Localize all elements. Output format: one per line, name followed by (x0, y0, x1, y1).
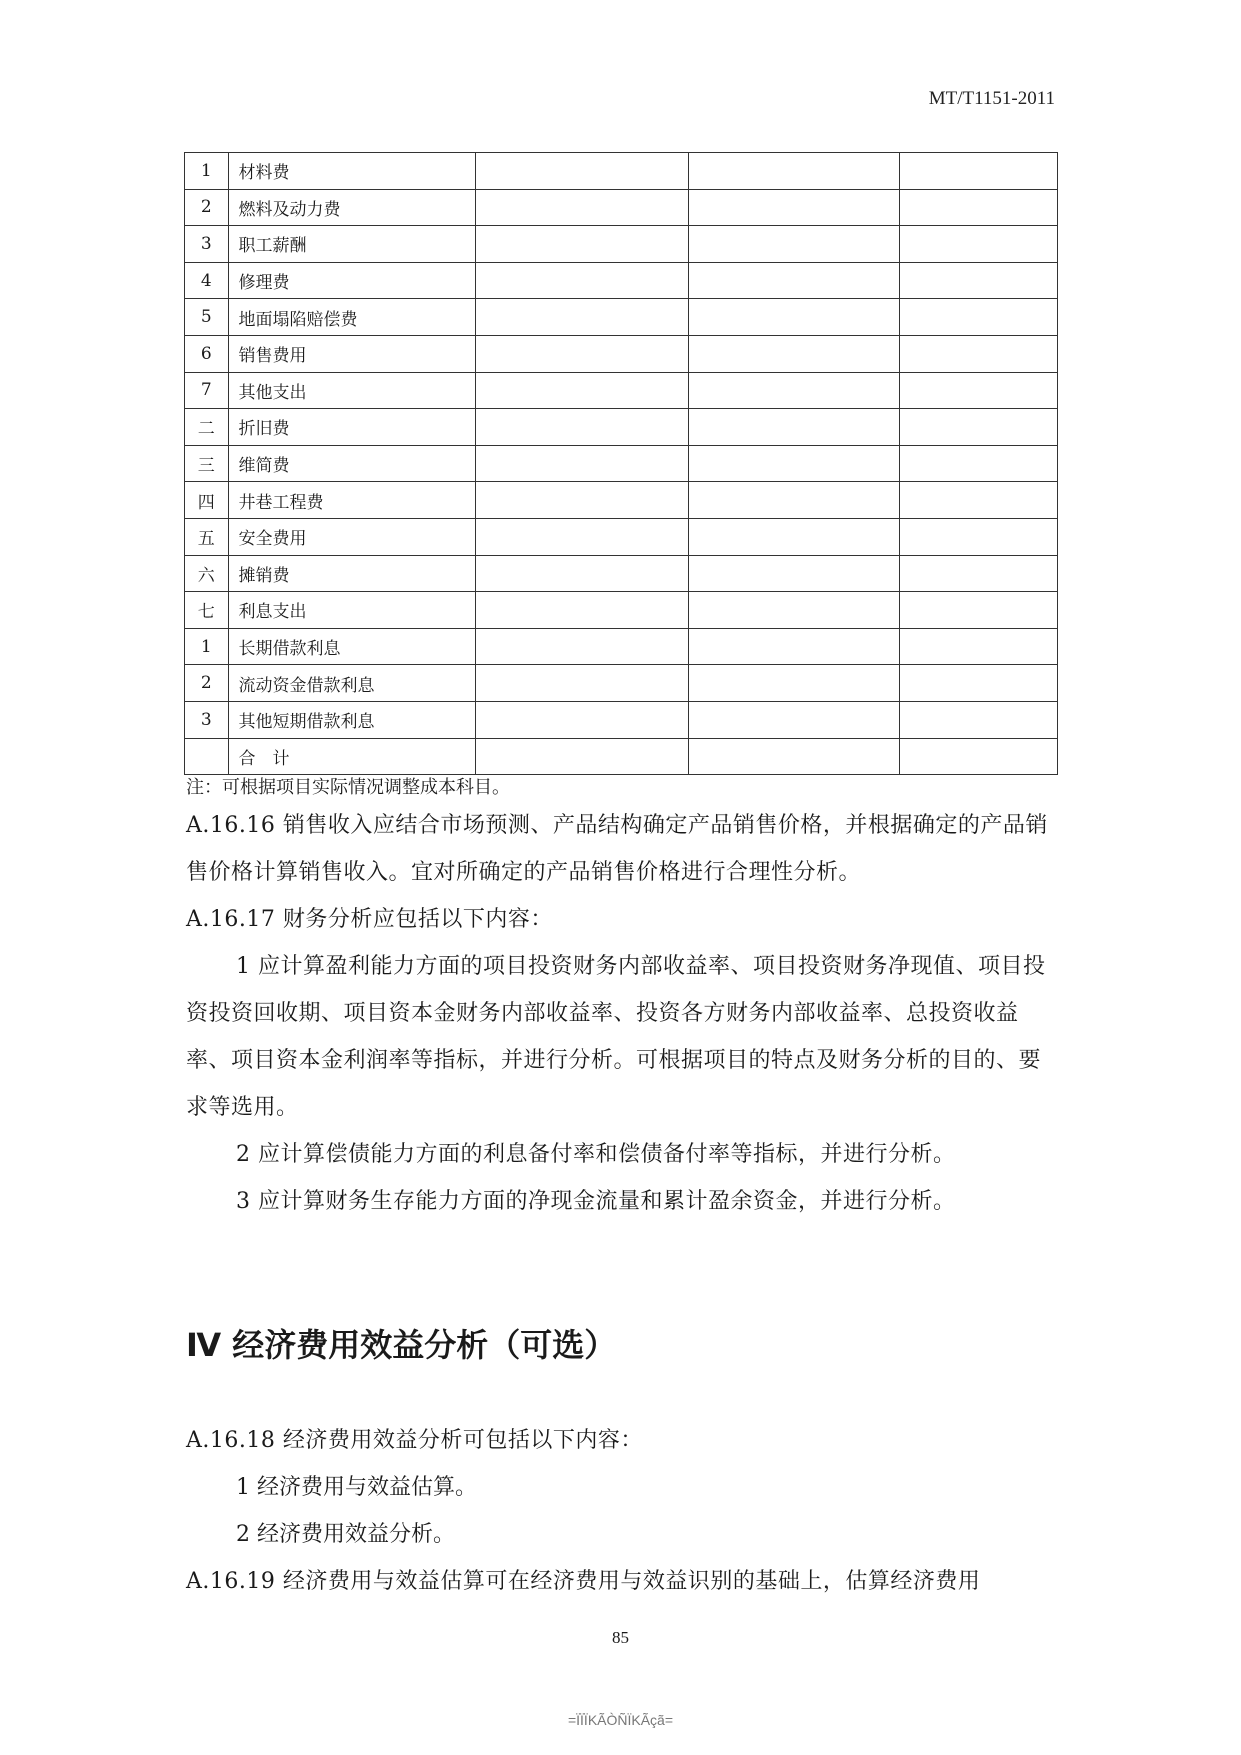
empty-value-cell (899, 226, 1057, 263)
empty-value-cell (899, 738, 1057, 775)
table-row (185, 628, 1058, 665)
row-item-name: 其他短期借款利息 (228, 701, 475, 738)
row-number: 四 (185, 482, 229, 519)
row-number: 三 (185, 445, 229, 482)
table-row (185, 665, 1058, 702)
row-item-name: 流动资金借款利息 (228, 665, 475, 702)
empty-value-cell (475, 592, 688, 629)
empty-value-cell (475, 262, 688, 299)
empty-value-cell (899, 701, 1057, 738)
empty-value-cell (899, 628, 1057, 665)
empty-value-cell (899, 555, 1057, 592)
table-row (185, 372, 1058, 409)
page-number: 85 (612, 1628, 629, 1647)
empty-value-cell (475, 555, 688, 592)
empty-value-cell (899, 445, 1057, 482)
empty-value-cell (475, 153, 688, 190)
empty-value-cell (899, 592, 1057, 629)
empty-value-cell (688, 445, 899, 482)
empty-value-cell (475, 628, 688, 665)
row-item-name: 长期借款利息 (228, 628, 475, 665)
table-row (185, 226, 1058, 263)
empty-value-cell (475, 189, 688, 226)
table-row (185, 262, 1058, 299)
empty-value-cell (688, 701, 899, 738)
row-number: 6 (185, 335, 229, 372)
empty-value-cell (475, 335, 688, 372)
row-number: 3 (185, 701, 229, 738)
row-number: 7 (185, 372, 229, 409)
row-item-name: 利息支出 (228, 592, 475, 629)
standard-code: MT/T1151-2011 (928, 88, 1055, 109)
row-number: 1 (185, 628, 229, 665)
table-row (185, 445, 1058, 482)
empty-value-cell (688, 189, 899, 226)
empty-value-cell (899, 189, 1057, 226)
row-number (185, 738, 229, 775)
empty-value-cell (688, 226, 899, 263)
row-number: 5 (185, 299, 229, 336)
row-item-name: 摊销费 (228, 555, 475, 592)
row-number: 3 (185, 226, 229, 263)
row-number: 七 (185, 592, 229, 629)
empty-value-cell (688, 518, 899, 555)
empty-value-cell (475, 738, 688, 775)
empty-value-cell (688, 555, 899, 592)
table-row (185, 299, 1058, 336)
empty-value-cell (688, 409, 899, 446)
table-row (185, 555, 1058, 592)
paragraph-a16-18: A.16.18 经济费用效益分析可包括以下内容： (186, 1428, 643, 1453)
list-item-estimate: 1 经济费用与效益估算。 (236, 1475, 477, 1500)
empty-value-cell (688, 335, 899, 372)
empty-value-cell (475, 299, 688, 336)
empty-value-cell (899, 482, 1057, 519)
list-item-analysis: 2 经济费用效益分析。 (236, 1522, 455, 1547)
empty-value-cell (688, 482, 899, 519)
table-row (185, 592, 1058, 629)
cost-table (184, 152, 1058, 775)
row-number: 2 (185, 665, 229, 702)
table-row (185, 189, 1058, 226)
empty-value-cell (899, 262, 1057, 299)
table-row (185, 738, 1058, 775)
row-item-name: 地面塌陷赔偿费 (228, 299, 475, 336)
row-item-name: 安全费用 (228, 518, 475, 555)
empty-value-cell (899, 409, 1057, 446)
row-item-name: 井巷工程费 (228, 482, 475, 519)
empty-value-cell (899, 299, 1057, 336)
empty-value-cell (475, 445, 688, 482)
empty-value-cell (688, 299, 899, 336)
empty-value-cell (899, 335, 1057, 372)
empty-value-cell (688, 628, 899, 665)
empty-value-cell (475, 518, 688, 555)
row-number: 二 (185, 409, 229, 446)
empty-value-cell (475, 665, 688, 702)
empty-value-cell (688, 592, 899, 629)
row-number: 1 (185, 153, 229, 190)
row-item-name: 其他支出 (228, 372, 475, 409)
empty-value-cell (688, 738, 899, 775)
row-item-name: 燃料及动力费 (228, 189, 475, 226)
empty-value-cell (475, 409, 688, 446)
row-number: 2 (185, 189, 229, 226)
empty-value-cell (688, 153, 899, 190)
paragraph-a16-19: A.16.19 经济费用与效益估算可在经济费用与效益识别的基础上，估算经济费用 (186, 1569, 981, 1594)
empty-value-cell (688, 262, 899, 299)
empty-value-cell (475, 372, 688, 409)
empty-value-cell (899, 665, 1057, 702)
paragraph-a16-16: A.16.16 销售收入应结合市场预测、产品结构确定产品销售价格，并根据确定的产品销售价格计算销售收入。宜对所确定的产品销售价格进行合理性分析。 (186, 813, 1048, 885)
table-row (185, 409, 1058, 446)
list-item-solvency: 2 应计算偿债能力方面的利息备付率和偿债备付率等指标，并进行分析。 (236, 1142, 956, 1167)
empty-value-cell (899, 518, 1057, 555)
footer-watermark: =ÏÏÏKÃÒÑÏKÃçã= (567, 1712, 674, 1728)
row-item-name: 职工薪酬 (228, 226, 475, 263)
table-row (185, 482, 1058, 519)
row-item-name: 折旧费 (228, 409, 475, 446)
row-item-name: 销售费用 (228, 335, 475, 372)
table-note: 注：可根据项目实际情况调整成本科目。 (186, 777, 510, 798)
row-item-name: 材料费 (228, 153, 475, 190)
empty-value-cell (688, 372, 899, 409)
empty-value-cell (475, 482, 688, 519)
table-row (185, 518, 1058, 555)
table-row (185, 701, 1058, 738)
empty-value-cell (475, 226, 688, 263)
list-item-profitability: 1 应计算盈利能力方面的项目投资财务内部收益率、项目投资财务净现值、项目投资投资回收期、项目资本金财务内部收益率、投资各方财务内部收益率、总投资收益率、项目资本金利润率等指标，并进行分析。可根据项目的特点及财务分析的目的、要求等选用。 (186, 954, 1046, 1120)
row-number: 五 (185, 518, 229, 555)
empty-value-cell (899, 372, 1057, 409)
row-item-name: 修理费 (228, 262, 475, 299)
row-item-name: 维简费 (228, 445, 475, 482)
table-row (185, 335, 1058, 372)
row-item-name: 合 计 (228, 738, 475, 775)
table-row (185, 153, 1058, 190)
empty-value-cell (899, 153, 1057, 190)
section-title: Ⅳ 经济费用效益分析（可选） (186, 1326, 617, 1364)
empty-value-cell (475, 701, 688, 738)
row-number: 六 (185, 555, 229, 592)
paragraph-a16-17: A.16.17 财务分析应包括以下内容： (186, 907, 553, 932)
empty-value-cell (688, 665, 899, 702)
list-item-survival: 3 应计算财务生存能力方面的净现金流量和累计盈余资金，并进行分析。 (236, 1189, 956, 1214)
row-number: 4 (185, 262, 229, 299)
